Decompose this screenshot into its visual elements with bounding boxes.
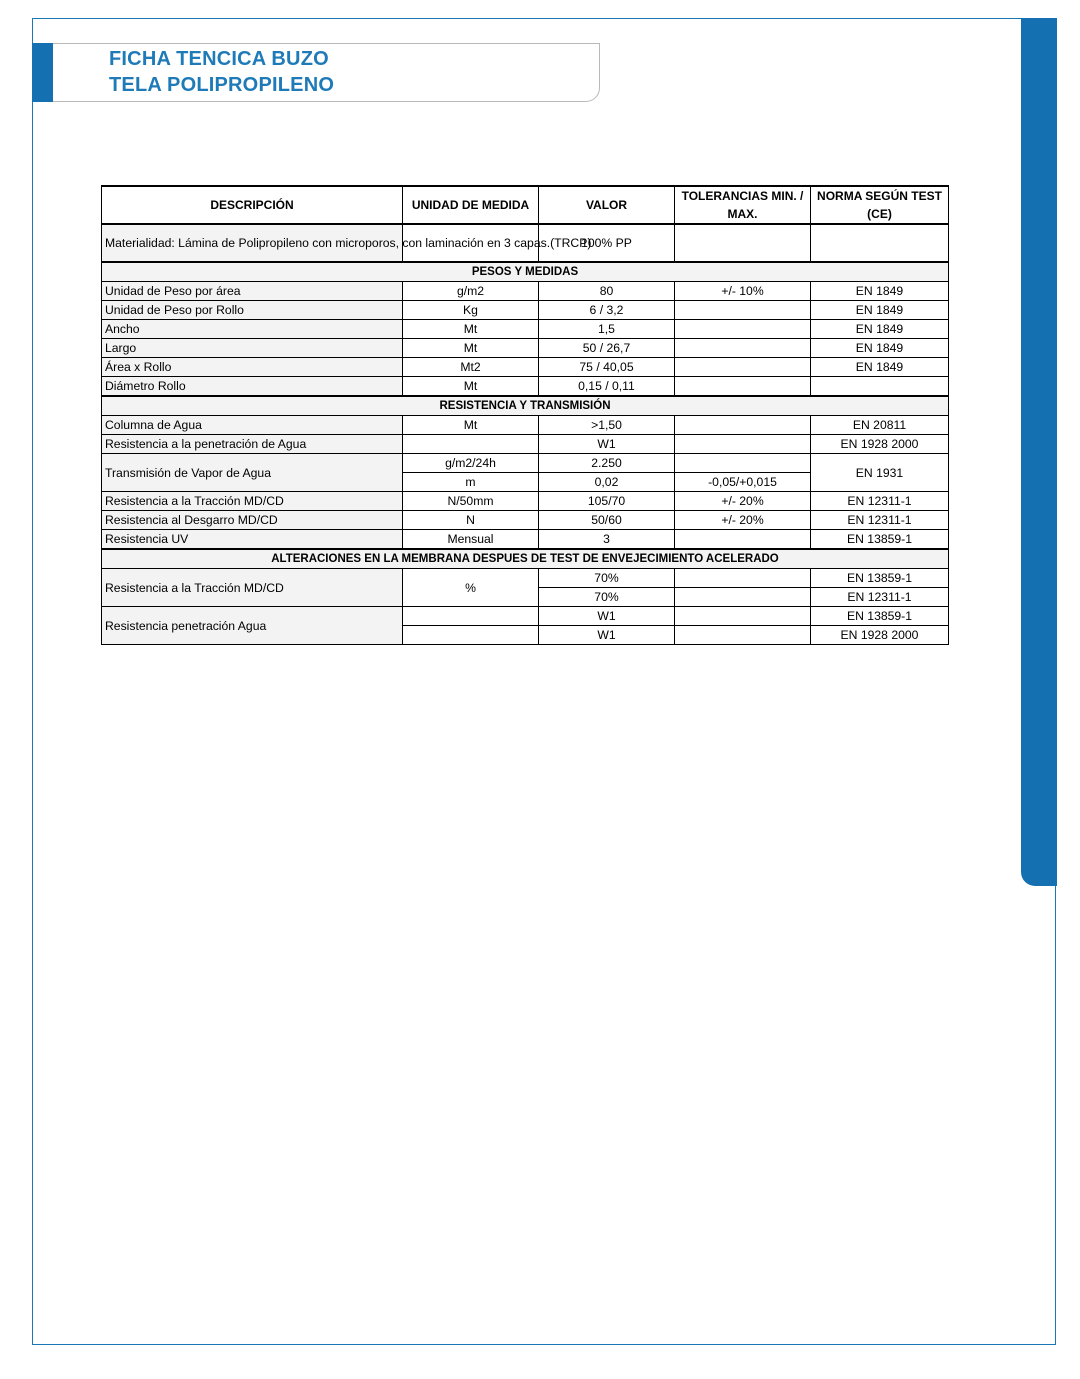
table-row [102,607,949,626]
section-row [102,549,949,569]
row-unidad [403,626,539,645]
cell-norma [811,224,949,262]
row-valor: 50 / 26,7 [539,339,675,358]
table-row [102,339,949,358]
row-norma: EN 12311-1 [811,588,949,607]
row-valor: W1 [539,626,675,645]
row-desc: Unidad de Peso por Rollo [102,301,403,320]
row-valor: 0,15 / 0,11 [539,377,675,397]
row-desc: Área x Rollo [102,358,403,377]
row-unidad: Mt [403,377,539,397]
header-descripcion: DESCRIPCIÓN [102,186,403,224]
row-desc: Unidad de Peso por área [102,282,403,301]
row-norma: EN 13859-1 [811,530,949,550]
row-unidad: N/50mm [403,492,539,511]
row-tol [675,377,811,397]
row-valor: >1,50 [539,416,675,435]
section-alteraciones: ALTERACIONES EN LA MEMBRANA DESPUES DE TEST DE ENVEJECIMIENTO ACELERADO [102,549,949,569]
row-tol [675,435,811,454]
row-valor: W1 [539,435,675,454]
document-title-line-1: FICHA TENCICA BUZO [109,48,329,70]
row-valor: 80 [539,282,675,301]
row-unidad [403,435,539,454]
row-tol [675,588,811,607]
row-tol: +/- 20% [675,492,811,511]
row-norma: EN 1928 2000 [811,435,949,454]
table-row [102,301,949,320]
row-norma: EN 12311-1 [811,511,949,530]
section-pesos-medidas: PESOS Y MEDIDAS [102,262,949,282]
specification-table [101,185,949,645]
table-row [102,492,949,511]
row-tol: +/- 20% [675,511,811,530]
row-valor: 2.250 [539,454,675,473]
row-norma: EN 1931 [811,454,949,492]
row-norma: EN 12311-1 [811,492,949,511]
row-desc: Ancho [102,320,403,339]
row-norma: EN 13859-1 [811,607,949,626]
row-desc: Diámetro Rollo [102,377,403,397]
row-norma: EN 13859-1 [811,569,949,588]
row-desc: Resistencia a la Tracción MD/CD [102,492,403,511]
row-unidad: Mt [403,416,539,435]
row-valor: 1,5 [539,320,675,339]
row-unidad: % [403,569,539,607]
row-desc: Resistencia a la Tracción MD/CD [102,569,403,607]
row-tol [675,569,811,588]
table-row [102,320,949,339]
row-valor: 50/60 [539,511,675,530]
row-unidad: m [403,473,539,492]
row-norma: EN 1849 [811,320,949,339]
row-valor: 70% [539,569,675,588]
row-unidad: Mt [403,339,539,358]
header-valor: VALOR [539,186,675,224]
table-row [102,454,949,473]
row-tol [675,416,811,435]
row-tol: +/- 10% [675,282,811,301]
row-valor: W1 [539,607,675,626]
section-row [102,262,949,282]
row-valor: 6 / 3,2 [539,301,675,320]
row-norma: EN 1849 [811,301,949,320]
row-valor: 70% [539,588,675,607]
row-unidad: g/m2 [403,282,539,301]
header-tolerancias: TOLERANCIAS MIN. / MAX. [675,186,811,224]
row-desc: Resistencia UV [102,530,403,550]
row-unidad: Kg [403,301,539,320]
table-row [102,511,949,530]
row-desc: Columna de Agua [102,416,403,435]
row-tol [675,320,811,339]
document-title-line-2: TELA POLIPROPILENO [109,74,335,96]
row-norma [811,377,949,397]
title-accent-bar [32,43,53,102]
table-header-row [102,186,949,224]
row-tol [675,454,811,473]
row-desc: Resistencia penetración Agua [102,607,403,645]
materialidad-desc: Materialidad: Lámina de Polipropileno con microporos, con laminación en 3 capas.(TRCP) [102,224,403,262]
row-unidad: g/m2/24h [403,454,539,473]
row-valor: 75 / 40,05 [539,358,675,377]
materialidad-valor: 100% PP [539,224,675,262]
side-accent-bar [1021,18,1057,886]
table-row [102,358,949,377]
table-row [102,416,949,435]
header-norma: NORMA SEGÚN TEST (CE) [811,186,949,224]
row-norma: EN 20811 [811,416,949,435]
row-unidad [403,607,539,626]
row-unidad: Mensual [403,530,539,550]
row-desc: Resistencia al Desgarro MD/CD [102,511,403,530]
row-desc: Transmisión de Vapor de Agua [102,454,403,492]
row-unidad: Mt2 [403,358,539,377]
row-valor: 105/70 [539,492,675,511]
row-norma: EN 1928 2000 [811,626,949,645]
table-row [102,435,949,454]
table-row [102,377,949,397]
table-row [102,569,949,588]
row-tol [675,301,811,320]
row-tol: -0,05/+0,015 [675,473,811,492]
section-resistencia-transmision: RESISTENCIA Y TRANSMISIÓN [102,396,949,416]
row-tol [675,530,811,550]
row-norma: EN 1849 [811,282,949,301]
row-norma: EN 1849 [811,358,949,377]
row-unidad: N [403,511,539,530]
row-norma: EN 1849 [811,339,949,358]
cell-tol [675,224,811,262]
row-tol [675,626,811,645]
row-valor: 3 [539,530,675,550]
row-desc: Resistencia a la penetración de Agua [102,435,403,454]
row-unidad: Mt [403,320,539,339]
row-valor: 0,02 [539,473,675,492]
row-tol [675,358,811,377]
row-tol [675,339,811,358]
section-row [102,396,949,416]
table-row [102,282,949,301]
table-row [102,530,949,550]
row-tol [675,607,811,626]
table-row [102,224,949,262]
header-unidad: UNIDAD DE MEDIDA [403,186,539,224]
row-desc: Largo [102,339,403,358]
